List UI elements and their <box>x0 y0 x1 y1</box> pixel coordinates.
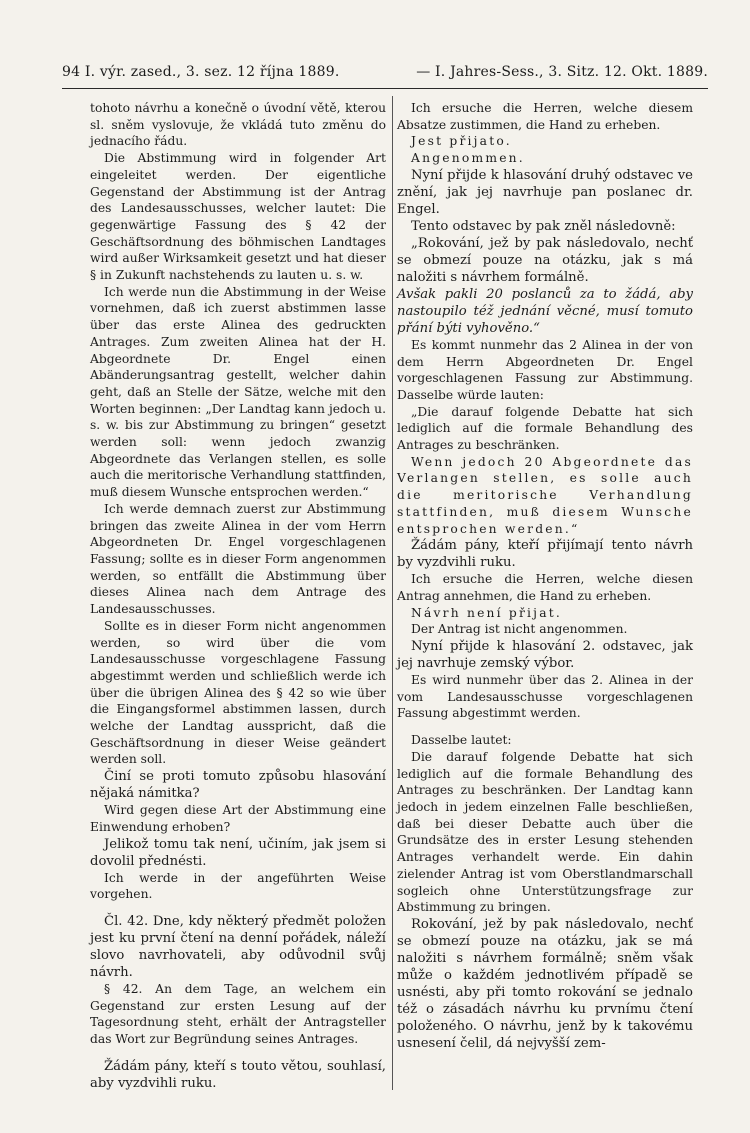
running-header <box>62 64 708 80</box>
header-rule <box>62 88 708 89</box>
paragraph: Žádám pány, kteří s touto větou, souhlasí, aby vyzdvihli ruku. <box>90 1058 386 1091</box>
right-column <box>397 100 693 1052</box>
paragraph: tohoto návrhu a konečně o úvodní větě, kterou sl. sněm vyslovuje, že vkládá tuto změnu do jednacího řádu. <box>90 101 386 149</box>
paragraph: Jelikož tomu tak není, učiním, jak jsem si dovolil přednésti. <box>90 836 386 869</box>
paragraph: Návrh není přijat. <box>411 605 562 620</box>
left-column <box>90 100 386 1092</box>
paragraph: § 42. An dem Tage, an welchem ein Gegenstand zur ersten Lesung auf der Tagesordnung steht, erhält der Antragsteller das Wort zur Begründung seines Antrages. <box>90 981 386 1047</box>
column-divider <box>392 96 393 1090</box>
header-left: 94 I. výr. zased., 3. sez. 12 října 1889. <box>62 64 340 80</box>
paragraph: Es wird nunmehr über das 2. Alinea in der vom Landesausschusse vorgeschlagenen Fassung abgestimmt werden. <box>397 673 693 721</box>
paragraph: Die darauf folgende Debatte hat sich lediglich auf die formale Behandlung des Antrages zu beschränken. Der Landtag kann jedoch in jedem einzelnen Falle beschließen, daß bei dieser Debatte auch über die Grundsätze des in erster Lesung stehenden Antrages verhandelt werde. Ein dahin zielender Antrag ist vom Oberstlandmarschall sogleich ohne Unterstützungsfrage zur Abstimmung zu bringen. <box>397 749 693 915</box>
paragraph: Wenn jedoch 20 Abgeordnete das Verlangen stellen, es solle auch die meritorische Verhandlung stattfinden, muß diesem Wunsche entsprochen werden.“ <box>397 454 693 536</box>
paragraph: Wird gegen diese Art der Abstimmung eine Einwendung erhoben? <box>90 803 386 834</box>
paragraph: Tento odstavec by pak zněl následovně: <box>411 218 676 234</box>
paragraph: „Die darauf folgende Debatte hat sich lediglich auf die formale Behandlung des Antrages zu beschränken. <box>397 404 693 453</box>
paragraph: Ich ersuche die Herren, welche diesen Antrag annehmen, die Hand zu erheben. <box>397 572 693 603</box>
paragraph: Nyní přijde k hlasování 2. odstavec, jak jej navrhuje zemský výbor. <box>397 639 693 672</box>
paragraph: Čl. 42. Dne, kdy některý předmět položen jest ku první čtení na denní pořádek, náleží slovo navrhovateli, aby odůvodnil svůj návrh. <box>90 913 386 980</box>
paragraph: Rokování, jež by pak následovalo, nechť se obmezí pouze na otázku, jak se má naložiti s návrhem formálně; sněm však může o každém jednotlivém případě se usnésti, aby při tomto rokování se jednalo též o zásadách návrhu ku prvnímu čtení položeného. O návrhu, jenž by k takovému usnesení čelil, dá nejvyšší zem- <box>397 916 693 1051</box>
paragraph: Ich werde demnach zuerst zur Abstimmung bringen das zweite Alinea in der vom Herrn Abgeordneten Dr. Engel vorgeschlagenen Fassung; sollte es in dieser Form angenommen werden, so entfällt die Abstimmung über dieses Alinea nach dem Antrage des Landesausschusses. <box>90 501 386 617</box>
paragraph: Die Abstimmung wird in folgender Art eingeleitet werden. Der eigentliche Gegenstand der Abstimmung ist der Antrag des Landesausschusses, welcher lautet: Die gegenwärtige Fassung des § 42 der Geschäftsordnung des böhmischen Landtages wird außer Wirksamkeit gesetzt und hat dieser § in Zukunft nachstehends zu lauten u. s. w. <box>90 151 386 283</box>
paragraph: Es kommt nunmehr das 2 Alinea in der von dem Herrn Abgeordneten Dr. Engel vorgeschlagenen Fassung zur Abstimmung. Dasselbe würde lauten: <box>397 337 693 402</box>
header-right: — I. Jahres-Sess., 3. Sitz. 12. Okt. 1889. <box>416 64 708 80</box>
paragraph: Dasselbe lautet: <box>411 733 512 748</box>
paragraph: Sollte es in dieser Form nicht angenommen werden, so wird über die vom Landesausschusse vorgeschlagene Fassung abgestimmt werden und schließlich werde ich über die übrigen Alinea des § 42 so wie über die Eingangsformel abstimmen lassen, durch welche der Landtag ausspricht, daß die Geschäftsordnung in dieser Weise geändert werden soll. <box>90 618 386 767</box>
paragraph: Angenommen. <box>411 151 525 166</box>
paragraph: Jest přijato. <box>411 134 512 149</box>
paragraph: Avšak pakli 20 poslanců za to žádá, aby nastoupilo též jednání věcné, musí tomuto přání býti vyhověno.“ <box>397 286 693 336</box>
paragraph: Der Antrag ist nicht angenommen. <box>411 622 628 637</box>
paragraph: Nyní přijde k hlasování druhý odstavec ve znění, jak jej navrhuje pan poslanec dr. Engel. <box>397 167 693 217</box>
paragraph: Činí se proti tomuto způsobu hlasování nějaká námitka? <box>90 769 386 802</box>
paragraph: Ich werde nun die Abstimmung in der Weise vornehmen, daß ich zuerst abstimmen lasse über das erste Alinea des gedruckten Antrages. Zum zweiten Alinea hat der H. Abgeordnete Dr. Engel einen Abänderungsantrag gestellt, welcher dahin geht, daß an Stelle der Sätze, welche mit den Worten beginnen: „Der Landtag kann jedoch u. s. w. bis zur Abstimmung zu bringen“ gesetzt werden soll: wenn jedoch zwanzig Abgeordnete das Verlangen stellen, es solle auch die meritorische Verhandlung stattfinden, muß diesem Wunsche entsprochen werden.“ <box>90 284 386 500</box>
paragraph: Žádám pány, kteří přijímají tento návrh by vyzdvihli ruku. <box>397 538 693 571</box>
paragraph: Ich ersuche die Herren, welche diesem Absatze zustimmen, die Hand zu erheben. <box>397 101 693 132</box>
paragraph: „Rokování, jež by pak následovalo, nechť se obmezí pouze na otázku, jak s má naložiti s návrhem formálně. <box>397 235 693 285</box>
paragraph: Ich werde in der angeführten Weise vorgehen. <box>90 870 386 902</box>
